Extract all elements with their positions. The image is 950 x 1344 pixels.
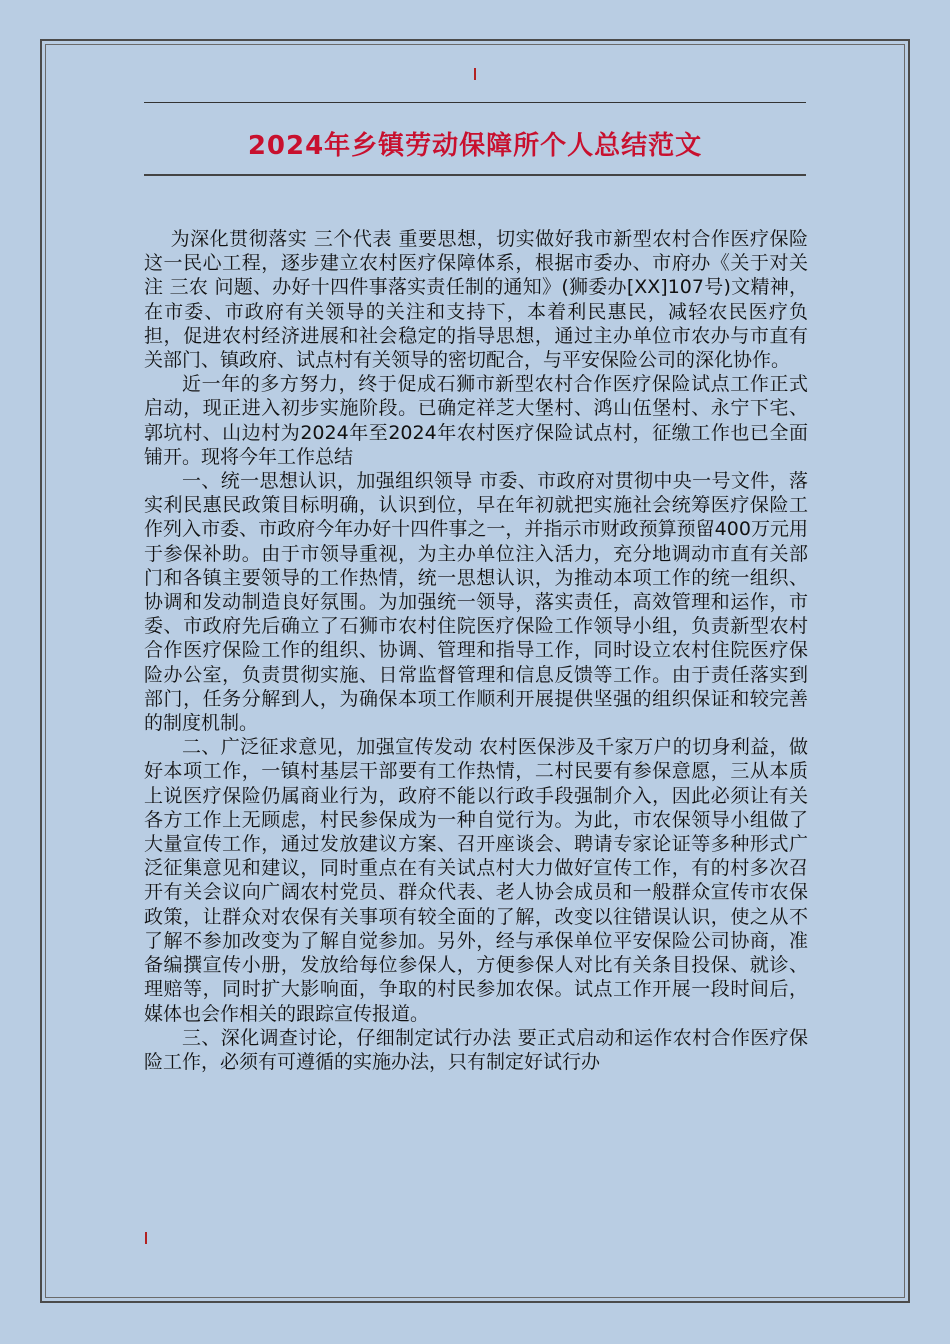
paragraph-section-two: 二、广泛征求意见，加强宣传发动 农村医保涉及千家万户的切身利益，做好本项工作，一镇村基层干部要有工作热情，二村民要有参保意愿，三从本质上说医疗保险仍属商业行为，政府不能以行政手段强制介入，因此必须让有关各方工作上无顾虑，村民参保成为一种自觉行为。为此，市农保领导小组做了大量宣传工作，通过发放建议方案、召开座谈会、聘请专家论证等多种形式广泛征集意见和建议，同时重点在有关试点村大力做好宣传工作，有的村多次召开有关会议向广阔农村党员、群众代表、老人协会成员和一般群众宣传市农保政策，让群众对农保有关事项有较全面的了解，改变以往错误认识，使之从不了解不参加改变为了解自觉参加。另外，经与承保单位平安保险公司协商，准备编撰宣传小册，发放给每位参保人，方便参保人对比有关条目投保、就诊、理赔等，同时扩大影响面，争取的村民参加农保。试点工作开展一段时间后，媒体也会作相关的跟踪宣传报道。 bbox=[144, 736, 808, 1025]
paragraph-intro: 为深化贯彻落实 三个代表 重要思想，切实做好我市新型农村合作医疗保险这一民心工程，逐步建立农村医疗保障体系，根据市委办、市府办《关于对关注 三农 问题、办好十四件事落实责任制的通知》(狮委办[XX]107号)文精神，在市委、市政府有关领导的关注和支持下，本着利民惠民，减轻农民医疗负担，促进农村经济进展和社会稳定的指导思想，通过主办单位市农办与市直有关部门、镇政府、试点村有关领导的密切配合，与平安保险公司的深化协作。 bbox=[144, 228, 808, 372]
title-underline bbox=[144, 174, 806, 176]
document-title: 2024年乡镇劳动保障所个人总结范文 bbox=[247, 131, 703, 161]
footer-cursor-mark bbox=[145, 1232, 147, 1244]
paragraph-progress: 近一年的多方努力，终于促成石狮市新型农村合作医疗保险试点工作正式启动，现正进入初步实施阶段。已确定祥芝大堡村、鸿山伍堡村、永宁下宅、郭坑村、山边村为2024年至2024年农村医疗保险试点村，征缴工作也已全面铺开。现将今年工作总结 bbox=[144, 373, 808, 468]
header-cursor-mark bbox=[474, 68, 476, 80]
document-body bbox=[144, 227, 808, 1074]
header-rule bbox=[144, 102, 806, 103]
paragraph-section-three: 三、深化调查讨论，仔细制定试行办法 要正式启动和运作农村合作医疗保险工作，必须有可遵循的实施办法，只有制定好试行办 bbox=[144, 1026, 808, 1073]
paragraph-section-one: 一、统一思想认识，加强组织领导 市委、市政府对贯彻中央一号文件，落实利民惠民政策目标明确，认识到位，早在年初就把实施社会统筹医疗保险工作列入市委、市政府今年办好十四件事之一，并指示市财政预算预留400万元用于参保补助。由于市领导重视，为主办单位注入活力，充分地调动市直有关部门和各镇主要领导的工作热情，统一思想认识，为推动本项工作的统一组织、协调和发动制造良好氛围。为加强统一领导，落实责任，高效管理和运作，市委、市政府先后确立了石狮市农村住院医疗保险工作领导小组，负责新型农村合作医疗保险工作的组织、协调、管理和指导工作，同时设立农村住院医疗保险办公室，负责贯彻实施、日常监督管理和信息反馈等工作。由于责任落实到部门，任务分解到人，为确保本项工作顺利开展提供坚强的组织保证和较完善的制度机制。 bbox=[144, 470, 808, 735]
